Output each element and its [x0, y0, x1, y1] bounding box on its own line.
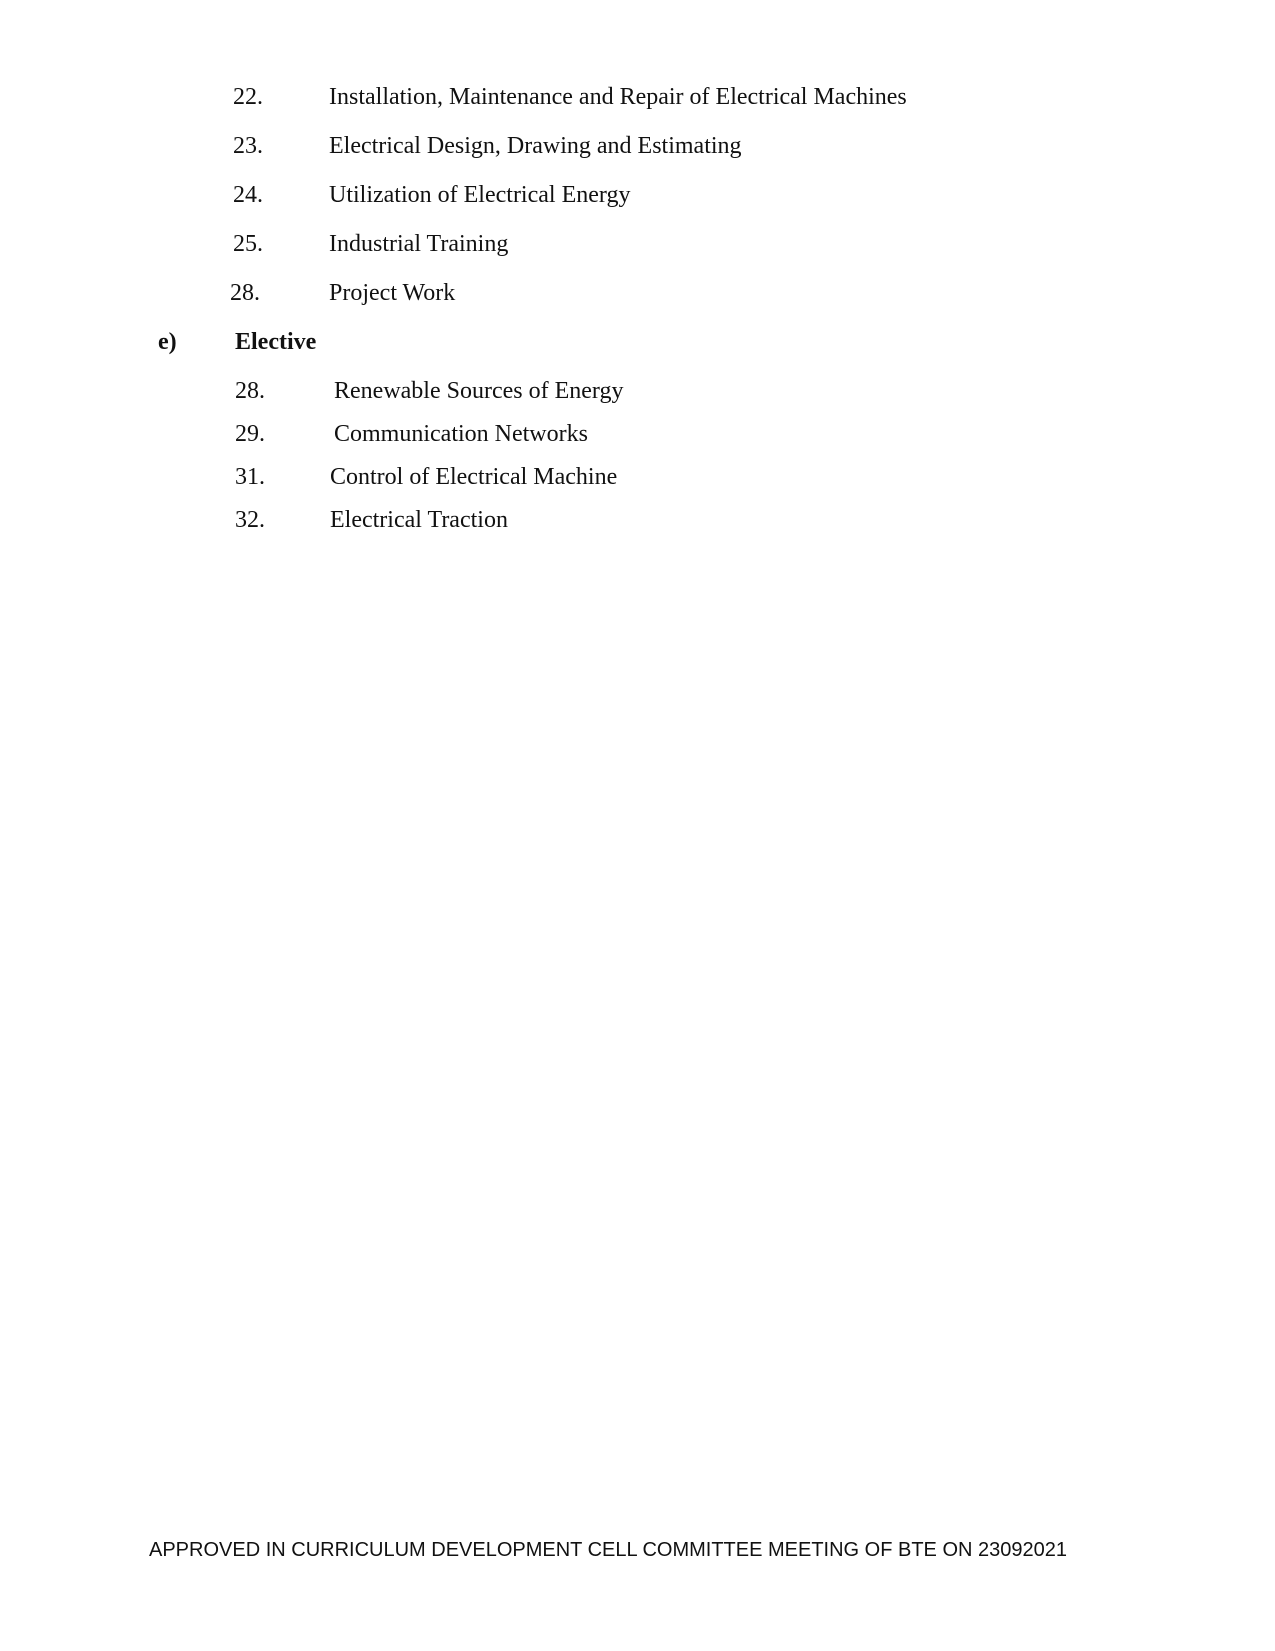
- item-number: 29.: [235, 421, 265, 447]
- item-text: Project Work: [329, 280, 456, 306]
- item-text: Installation, Maintenance and Repair of Electrical Machines: [329, 84, 907, 110]
- item-number: 22.: [233, 84, 263, 110]
- item-number: 23.: [233, 133, 263, 159]
- approval-footer: APPROVED IN CURRICULUM DEVELOPMENT CELL COMMITTEE MEETING OF BTE ON 23092021: [149, 1539, 1067, 1561]
- item-number: 25.: [233, 231, 263, 257]
- item-number: 28.: [235, 378, 265, 404]
- item-number: 32.: [235, 507, 265, 533]
- item-number: 31.: [235, 464, 265, 490]
- item-number: 24.: [233, 182, 263, 208]
- section-marker: e): [158, 329, 177, 355]
- item-text: Control of Electrical Machine: [330, 464, 618, 490]
- item-text: Electrical Traction: [330, 507, 508, 533]
- item-text: Communication Networks: [334, 421, 588, 447]
- item-number: 28.: [230, 280, 260, 306]
- item-text: Electrical Design, Drawing and Estimating: [329, 133, 742, 159]
- item-text: Industrial Training: [329, 231, 509, 257]
- item-text: Utilization of Electrical Energy: [329, 182, 631, 208]
- item-text: Renewable Sources of Energy: [334, 378, 624, 404]
- section-title: Elective: [235, 329, 317, 355]
